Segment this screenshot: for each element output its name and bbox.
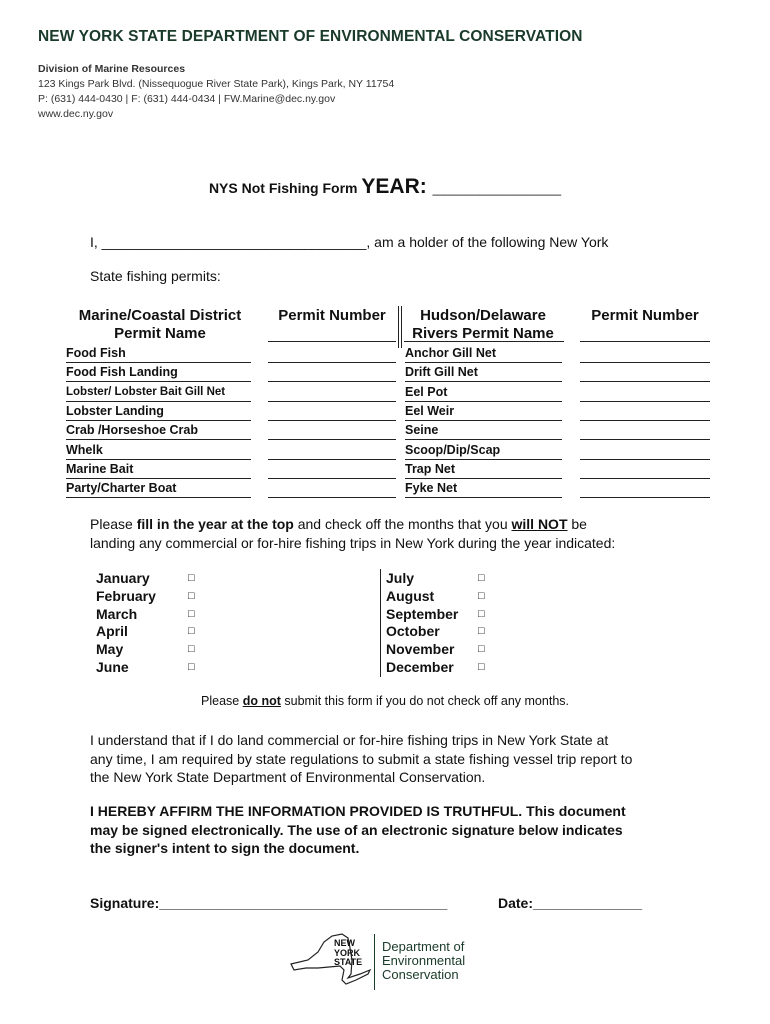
- month-label: November: [386, 641, 455, 658]
- marine-permit-number-header: Permit Number: [278, 307, 386, 324]
- marine-permit-name: Marine Bait: [66, 461, 251, 479]
- month-label: January: [96, 570, 150, 586]
- address-line: 123 Kings Park Blvd. (Nissequogue River State Park), Kings Park, NY 11754: [38, 78, 395, 90]
- month-checkbox[interactable]: □: [188, 643, 195, 656]
- hudson-permit-number-field[interactable]: [580, 345, 710, 363]
- month-checkbox[interactable]: □: [188, 625, 195, 638]
- month-checkbox[interactable]: □: [478, 572, 485, 584]
- month-row: [96, 641, 195, 659]
- ny-word: STATE: [334, 957, 363, 967]
- do-not-submit-note: [0, 694, 770, 708]
- dec-wordmark: [382, 940, 465, 982]
- hudson-permit-name: Trap Net: [405, 461, 562, 479]
- month-row: [386, 658, 485, 677]
- form-title: [0, 175, 770, 199]
- hudson-permit-number-field[interactable]: [580, 364, 710, 382]
- marine-permit-name: Food Fish Landing: [66, 364, 251, 382]
- hudson-permit-number-field[interactable]: [580, 384, 710, 402]
- marine-permit-name: Whelk: [66, 442, 251, 460]
- marine-permit-name: Food Fish: [66, 345, 251, 363]
- marine-header-line1: Marine/Coastal District: [78, 307, 242, 324]
- hudson-permit-number-field[interactable]: [580, 403, 710, 421]
- instr-bold: fill in the year at the top: [136, 516, 294, 532]
- hudson-permit-number-header: Permit Number: [591, 307, 699, 324]
- month-checkbox[interactable]: □: [188, 660, 195, 673]
- hudson-header-line2: Rivers Permit Name: [412, 325, 554, 342]
- marine-permit-number-field[interactable]: [268, 384, 396, 402]
- month-label: April: [96, 623, 128, 640]
- month-label: March: [96, 605, 138, 622]
- month-row: [386, 605, 485, 624]
- permits-intro: State fishing permits:: [90, 268, 221, 284]
- website-link[interactable]: www.dec.ny.gov: [38, 108, 114, 120]
- hudson-permit-number-field[interactable]: [580, 442, 710, 460]
- marine-permit-number-field[interactable]: [268, 345, 396, 363]
- month-row: [386, 587, 485, 606]
- month-label: July: [386, 570, 415, 586]
- month-label: May: [96, 641, 124, 658]
- header-underline: [404, 341, 564, 342]
- note-text: submit this form if you do not check off any months.: [280, 694, 569, 708]
- month-label: August: [386, 587, 435, 604]
- month-row: [96, 658, 195, 677]
- month-row: [386, 623, 485, 641]
- month-row: [96, 623, 195, 641]
- marine-permit-number-field[interactable]: [268, 480, 396, 498]
- contact-line: P: (631) 444-0430 | F: (631) 444-0434 | FW.Marine@dec.ny.gov: [38, 93, 336, 105]
- marine-permit-name: Lobster/ Lobster Bait Gill Net: [66, 384, 251, 402]
- instructions-line2: landing any commercial or for-hire fishing trips in New York during the year indicated:: [90, 534, 616, 551]
- instr-text: and check off the months that you: [293, 516, 512, 532]
- instructions-line1: [90, 515, 615, 534]
- month-checkbox[interactable]: □: [478, 660, 485, 673]
- understand-line: I understand that if I do land commercial or for-hire fishing trips in New York State at: [90, 732, 609, 748]
- hudson-permit-name: Drift Gill Net: [405, 364, 562, 382]
- affirmation: [90, 802, 626, 858]
- hudson-permit-name: Scoop/Dip/Scap: [405, 442, 562, 460]
- marine-permit-name: Lobster Landing: [66, 403, 251, 421]
- marine-permit-name: Party/Charter Boat: [66, 480, 251, 498]
- marine-permit-number-field[interactable]: [268, 403, 396, 421]
- hudson-header: [402, 307, 564, 343]
- logo-divider: [374, 934, 375, 990]
- affirm-line: I HEREBY AFFIRM THE INFORMATION PROVIDED IS TRUTHFUL. This document: [90, 803, 626, 819]
- hudson-header-line1: Hudson/Delaware: [420, 307, 546, 324]
- ny-word: NEW: [334, 938, 355, 948]
- signature-field[interactable]: Signature:_____________________________________: [90, 895, 448, 911]
- month-label: June: [96, 658, 129, 675]
- month-row: [96, 570, 195, 588]
- form-title-text: NYS Not Fishing Form: [208, 180, 358, 196]
- month-checkbox[interactable]: □: [188, 572, 195, 584]
- marine-permit-number-field[interactable]: [268, 364, 396, 382]
- hudson-permit-name: Anchor Gill Net: [405, 345, 562, 363]
- dec-word: Conservation: [382, 967, 459, 982]
- header-underline: [580, 341, 710, 342]
- hudson-permit-number-field[interactable]: [580, 461, 710, 479]
- month-checkbox[interactable]: □: [188, 607, 195, 620]
- year-field[interactable]: YEAR: ___________: [361, 175, 562, 198]
- month-row: [386, 641, 485, 659]
- affirm-line: the signer's intent to sign the document.: [90, 840, 360, 856]
- ny-state-wordmark: [334, 939, 362, 968]
- marine-header-line2: Permit Name: [114, 325, 206, 342]
- month-checkbox[interactable]: □: [478, 643, 485, 656]
- month-checkbox[interactable]: □: [188, 589, 195, 602]
- dec-word: Department of: [382, 939, 465, 954]
- marine-permit-name: Crab /Horseshoe Crab: [66, 422, 251, 440]
- month-label: February: [96, 587, 156, 604]
- understand-line: any time, I am required by state regulations to submit a state fishing vessel trip report to: [90, 750, 633, 767]
- month-label: December: [386, 658, 454, 675]
- understand-line: the New York State Department of Environmental Conservation.: [90, 769, 486, 785]
- months-right: [386, 570, 485, 677]
- month-checkbox[interactable]: □: [478, 589, 485, 602]
- dec-word: Environmental: [382, 953, 466, 968]
- month-label: October: [386, 623, 440, 640]
- marine-permit-number-field[interactable]: [268, 461, 396, 479]
- marine-permit-number-field[interactable]: [268, 422, 396, 440]
- month-label: September: [386, 605, 459, 622]
- agency-title: NEW YORK STATE DEPARTMENT OF ENVIRONMENTAL CONSERVATION: [38, 28, 583, 45]
- understand-paragraph: [90, 731, 632, 787]
- month-row: [96, 587, 195, 606]
- month-checkbox[interactable]: □: [478, 607, 485, 620]
- ny-word: YORK: [334, 947, 361, 958]
- instructions: [90, 515, 615, 552]
- hudson-permit-name: Eel Pot: [405, 384, 562, 402]
- hudson-permit-number-field[interactable]: [580, 422, 710, 440]
- header-underline: [268, 341, 396, 342]
- note-text: Please: [201, 694, 243, 708]
- instr-text: Please: [90, 516, 137, 532]
- month-row: [96, 605, 195, 624]
- date-field[interactable]: Date:______________: [498, 895, 643, 911]
- note-emphasis: do not: [242, 694, 281, 708]
- hudson-permit-name: Seine: [405, 422, 562, 440]
- affirm-line: may be signed electronically. The use of an electronic signature below indicates: [90, 821, 623, 838]
- holder-name-line[interactable]: I, __________________________________, am a holder of the following New York: [90, 234, 609, 250]
- hudson-permit-name: Eel Weir: [405, 403, 562, 421]
- instr-emphasis: will NOT: [511, 516, 568, 532]
- division-name: Division of Marine Resources: [38, 63, 186, 75]
- marine-permit-number-field[interactable]: [268, 442, 396, 460]
- hudson-permit-name: Fyke Net: [405, 480, 562, 498]
- instr-text: be: [567, 516, 587, 532]
- months-divider: [380, 569, 381, 677]
- hudson-permit-number-field[interactable]: [580, 480, 710, 498]
- marine-header: [60, 307, 260, 343]
- month-row: [386, 570, 485, 588]
- month-checkbox[interactable]: □: [478, 625, 485, 638]
- months-left: [96, 570, 195, 677]
